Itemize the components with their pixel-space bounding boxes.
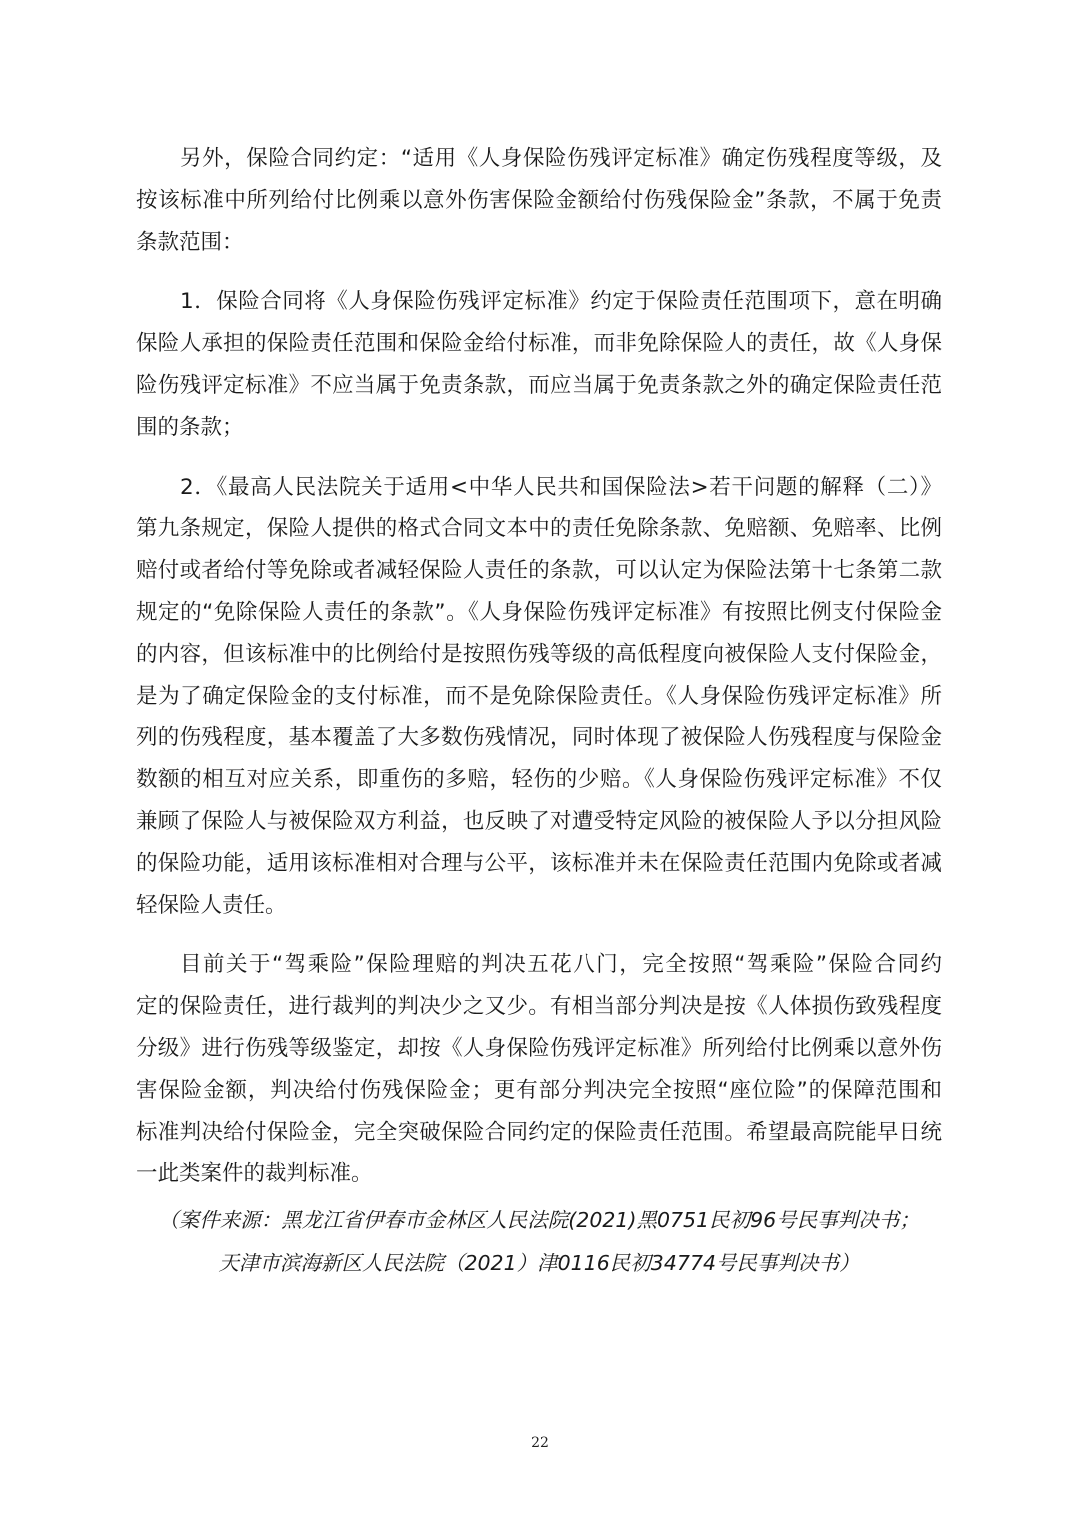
- text-line: 保险人承担的保险责任范围和保险金给付标准，而非免除保险人的责任，故《人身保: [136, 331, 942, 357]
- case-citation-line-2: 天津市滨海新区人民法院（2021）津0116民初34774号民事判决书）: [218, 1251, 860, 1275]
- text-line: 规定的“免除保险人责任的条款”。《人身保险伤残评定标准》有按照比例支付保险金: [136, 599, 942, 625]
- text-line: 是为了确定保险金的支付标准，而不是免除保险责任。《人身保险伤残评定标准》所: [136, 683, 942, 709]
- text-line: 目前关于“驾乘险”保险理赔的判决五花八门，完全按照“驾乘险”保险合同约: [180, 952, 942, 978]
- paragraph-conclusion: [136, 944, 942, 1195]
- text-line: 的保险功能，适用该标准相对合理与公平，该标准并未在保险责任范围内免除或者减: [136, 850, 942, 876]
- text-line: 1．保险合同将《人身保险伤残评定标准》约定于保险责任范围项下，意在明确: [180, 289, 942, 315]
- text-line: 害保险金额，判决给付伤残保险金；更有部分判决完全按照“座位险”的保障范围和: [136, 1077, 942, 1103]
- text-line: 一此类案件的裁判标准。: [136, 1161, 373, 1187]
- case-citation-line-1: （案件来源：黑龙江省伊春市金林区人民法院(2021)黑0751民初96号民事判决书；: [158, 1208, 920, 1232]
- text-line: 的内容，但该标准中的比例给付是按照伤残等级的高低程度向被保险人支付保险金，: [136, 641, 942, 667]
- text-line: 分级》进行伤残等级鉴定，却按《人身保险伤残评定标准》所列给付比例乘以意外伤: [136, 1035, 942, 1061]
- text-line: 标准判决给付保险金，完全突破保险合同约定的保险责任范围。希望最高院能早日统: [136, 1119, 942, 1145]
- paragraph-point-2: [136, 467, 942, 927]
- text-line: 定的保险责任，进行裁判的判决少之又少。有相当部分判决是按《人体损伤致残程度: [136, 994, 942, 1020]
- paragraph-exclusion-intro: [136, 138, 942, 263]
- text-line: 险伤残评定标准》不应当属于免责条款，而应当属于免责条款之外的确定保险责任范: [136, 372, 942, 398]
- text-line: 兼顾了保险人与被保险双方利益，也反映了对遭受特定风险的被保险人予以分担风险: [136, 808, 942, 834]
- text-line: 列的伤残程度，基本覆盖了大多数伤残情况，同时体现了被保险人伤残程度与保险金: [136, 725, 942, 751]
- text-line: 轻保险人责任。: [136, 892, 287, 918]
- text-line: 数额的相互对应关系，即重伤的多赔，轻伤的少赔。《人身保险伤残评定标准》不仅: [136, 767, 942, 793]
- text-line: 另外，保险合同约定：“适用《人身保险伤残评定标准》确定伤残程度等级，及: [180, 146, 942, 171]
- text-line: 围的条款；: [136, 414, 244, 440]
- body-text: [136, 138, 942, 1195]
- text-line: 按该标准中所列给付比例乘以意外伤害保险金额给付伤残保险金”条款，不属于免责: [136, 187, 942, 213]
- text-line: 2．《最高人民法院关于适用<中华人民共和国保险法>若干问题的解释（二）》: [180, 474, 942, 500]
- page-number: 22: [531, 1435, 549, 1451]
- text-line: 条款范围：: [136, 229, 244, 255]
- text-line: 第九条规定，保险人提供的格式合同文本中的责任免除条款、免赔额、免赔率、比例: [136, 516, 942, 542]
- paragraph-point-1: [136, 281, 942, 448]
- text-line: 赔付或者给付等免除或者减轻保险人责任的条款，可以认定为保险法第十七条第二款: [136, 558, 942, 584]
